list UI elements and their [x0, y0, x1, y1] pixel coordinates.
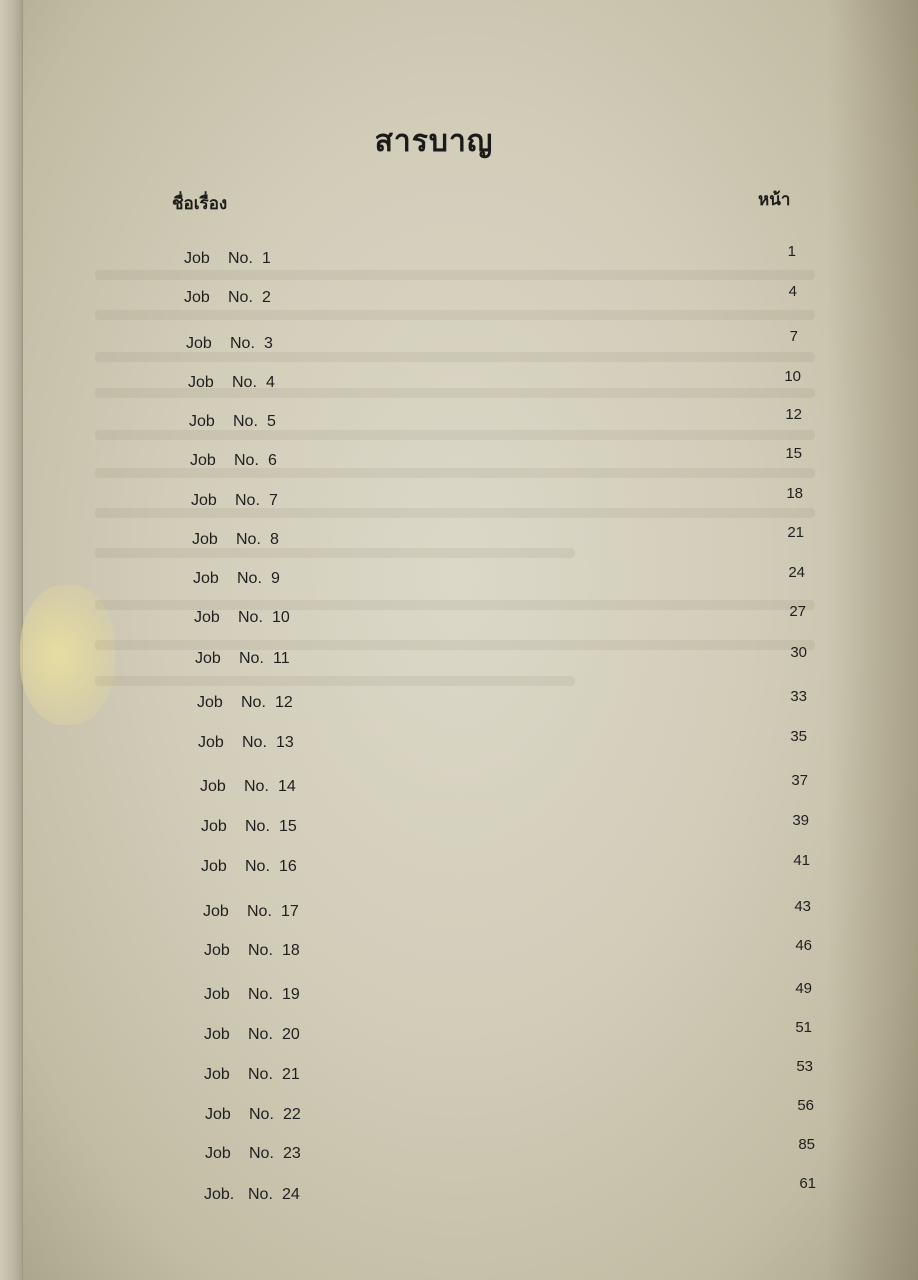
toc-entry [201, 818, 297, 836]
toc-entry-job: Job [198, 734, 224, 751]
toc-entry-number: 6 [268, 452, 277, 469]
toc-entry-job: Job [189, 413, 215, 430]
toc-entry [204, 1066, 300, 1084]
toc-entry-no: No. [245, 858, 270, 875]
column-heading-page: หน้า [758, 190, 791, 210]
toc-entry-page: 41 [793, 852, 810, 869]
toc-entry [186, 335, 273, 353]
toc-entry-number: 8 [270, 531, 279, 548]
toc-entry-page: 37 [791, 772, 808, 789]
toc-entry-number: 5 [267, 413, 276, 430]
toc-entry [194, 609, 290, 627]
toc-entry-page: 51 [795, 1019, 812, 1036]
toc-entry [188, 374, 275, 392]
toc-entry-page: 30 [790, 644, 807, 661]
toc-entry-number: 11 [273, 650, 290, 667]
toc-entry-page: 85 [798, 1136, 815, 1153]
toc-entry [201, 858, 297, 876]
toc-entry-number: 23 [283, 1145, 301, 1162]
toc-entry-job: Job [201, 858, 227, 875]
toc-entry-job: Job [193, 570, 219, 587]
toc-entry-page: 10 [784, 368, 801, 385]
toc-entry-page: 43 [794, 898, 811, 915]
toc-entry [193, 570, 280, 588]
toc-entry-no: No. [248, 1066, 273, 1083]
toc-entry-job: Job [195, 650, 221, 667]
toc-entry [205, 1145, 301, 1163]
toc-entry-no: No. [228, 289, 253, 306]
toc-entry-job: Job [188, 374, 214, 391]
toc-entry [204, 1026, 300, 1044]
bleed-through-line [95, 640, 815, 650]
toc-entry-job: Job [192, 531, 218, 548]
toc-entry-no: No. [248, 942, 273, 959]
toc-entry-page: 35 [790, 728, 807, 745]
toc-entry-page: 18 [786, 485, 803, 502]
toc-entry-no: No. [233, 413, 258, 430]
toc-entry-no: No. [247, 903, 272, 920]
toc-entry-job: Job [204, 942, 230, 959]
toc-entry-job: Job [204, 1066, 230, 1083]
toc-entry-number: 14 [278, 778, 296, 795]
toc-entry-number: 9 [271, 570, 280, 587]
bleed-through-line [95, 676, 575, 686]
toc-entry-number: 20 [282, 1026, 300, 1043]
toc-entry-number: 19 [282, 986, 300, 1003]
toc-entry-job: Job [200, 778, 226, 795]
toc-entry [200, 778, 296, 796]
toc-entry-no: No. [239, 650, 264, 667]
page-right-shadow [828, 0, 918, 1280]
toc-entry-job: Job [184, 250, 210, 267]
toc-entry-job: Job [184, 289, 210, 306]
toc-entry-no: No. [234, 452, 259, 469]
toc-entry-page: 15 [785, 445, 802, 462]
toc-entry-no: No. [230, 335, 255, 352]
toc-entry-no: No. [244, 778, 269, 795]
toc-entry [205, 1106, 301, 1124]
toc-entry-page: 53 [796, 1058, 813, 1075]
toc-entry-job: Job [203, 903, 229, 920]
toc-entry [184, 289, 271, 307]
toc-entry-no: No. [242, 734, 267, 751]
toc-entry-page: 39 [792, 812, 809, 829]
toc-entry-no: No. [245, 818, 270, 835]
toc-entry-number: 4 [266, 374, 275, 391]
toc-entry-job: Job [191, 492, 217, 509]
toc-entry-no: No. [232, 374, 257, 391]
toc-entry-job: Job [197, 694, 223, 711]
toc-entry-no: No. [249, 1145, 274, 1162]
toc-entry-no: No. [248, 1026, 273, 1043]
toc-entry-job: Job [205, 1145, 231, 1162]
toc-entry-page: 49 [795, 980, 812, 997]
toc-entry-page: 21 [787, 524, 804, 541]
toc-entry-job: Job. [204, 1186, 235, 1203]
toc-entry-no: No. [228, 250, 253, 267]
toc-entry [184, 250, 271, 268]
toc-entry-page: 27 [789, 603, 806, 620]
toc-entry-number: 15 [279, 818, 297, 835]
toc-entry-no: No. [248, 986, 273, 1003]
toc-entry-number: 10 [272, 609, 290, 626]
toc-entry-number: 21 [282, 1066, 300, 1083]
toc-entry [203, 903, 299, 921]
toc-entry [191, 492, 278, 510]
toc-entry [204, 1186, 300, 1204]
toc-entry-job: Job [190, 452, 216, 469]
toc-entry-no: No. [237, 570, 262, 587]
toc-entry [197, 694, 293, 712]
toc-entry-number: 16 [279, 858, 297, 875]
toc-entry-no: No. [238, 609, 263, 626]
toc-entry-job: Job [204, 1026, 230, 1043]
toc-entry-page: 46 [795, 937, 812, 954]
toc-entry-job: Job [204, 986, 230, 1003]
toc-entry [204, 942, 300, 960]
toc-entry-page: 7 [789, 328, 798, 345]
toc-entry-number: 24 [282, 1186, 300, 1203]
toc-entry-number: 2 [262, 289, 271, 306]
bleed-through-line [95, 352, 815, 362]
toc-entry-job: Job [201, 818, 227, 835]
toc-entry-page: 61 [799, 1175, 816, 1192]
toc-entry-page: 56 [797, 1097, 814, 1114]
toc-entry-no: No. [236, 531, 261, 548]
page-title: สารบาญ [374, 124, 494, 159]
bleed-through-line [95, 310, 815, 320]
toc-entry-number: 13 [276, 734, 294, 751]
bleed-through-line [95, 430, 815, 440]
toc-entry-number: 12 [275, 694, 293, 711]
toc-entry-job: Job [194, 609, 220, 626]
toc-entry-page: 12 [785, 406, 802, 423]
toc-entry-no: No. [241, 694, 266, 711]
toc-entry-number: 3 [264, 335, 273, 352]
column-heading-title: ชื่อเรื่อง [172, 194, 228, 214]
toc-entry-no: No. [248, 1186, 273, 1203]
toc-entry [192, 531, 279, 549]
toc-entry [204, 986, 300, 1004]
toc-entry-number: 1 [262, 250, 271, 267]
toc-entry-number: 7 [269, 492, 278, 509]
toc-entry-job: Job [205, 1106, 231, 1123]
toc-entry-page: 24 [788, 564, 805, 581]
toc-entry-number: 18 [282, 942, 300, 959]
toc-entry [195, 650, 290, 668]
toc-entry-no: No. [235, 492, 260, 509]
toc-entry-job: Job [186, 335, 212, 352]
toc-entry-number: 17 [281, 903, 299, 920]
toc-entry-page: 4 [788, 283, 797, 300]
toc-entry-page: 1 [787, 243, 796, 260]
toc-entry [189, 413, 276, 431]
bleed-through-line [95, 270, 815, 280]
toc-entry [198, 734, 294, 752]
toc-entry-no: No. [249, 1106, 274, 1123]
bleed-through-line [95, 548, 575, 558]
toc-entry-page: 33 [790, 688, 807, 705]
toc-entry-number: 22 [283, 1106, 301, 1123]
toc-entry [190, 452, 277, 470]
